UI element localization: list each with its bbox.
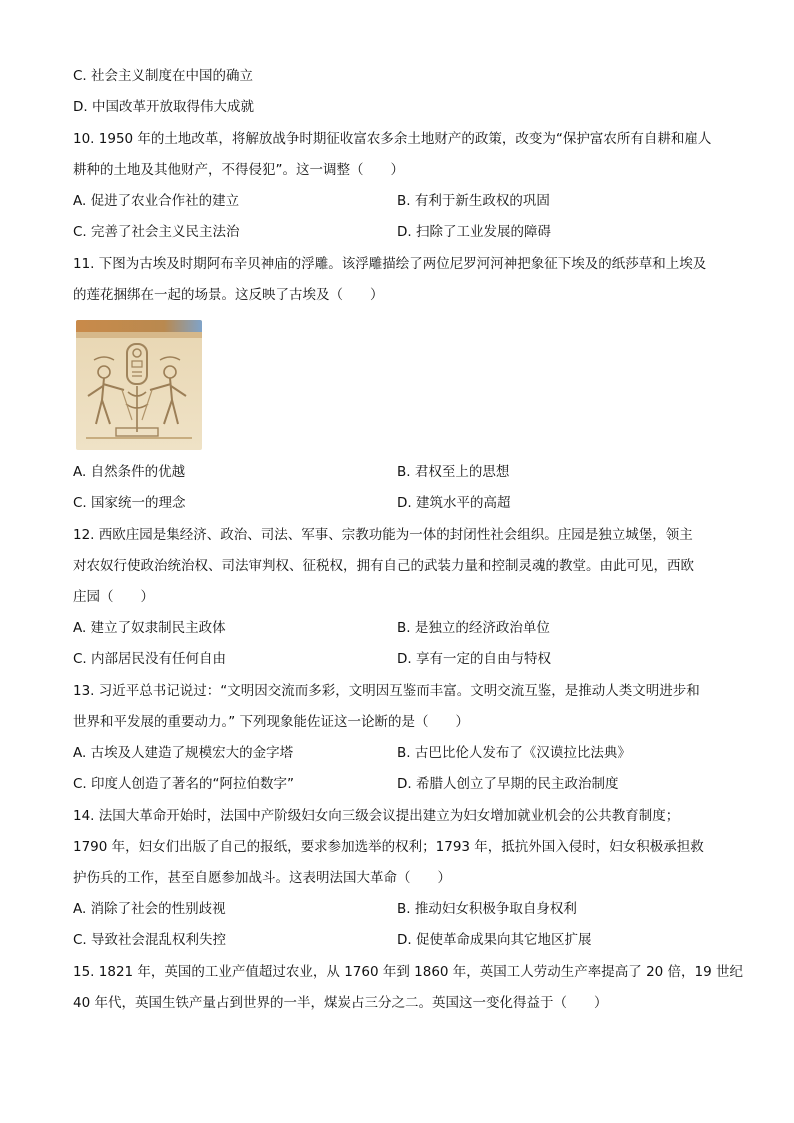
q14-option-c: C. 导致社会混乱权利失控 <box>73 932 227 948</box>
q14-option-b: B. 推动妇女积极争取自身权利 <box>397 901 577 917</box>
q14-stem-line2: 1790 年，妇女们出版了自己的报纸，要求参加选举的权利；1793 年，抵抗外国入侵时，妇女积极承担救 <box>73 839 704 855</box>
q11-option-a: A. 自然条件的优越 <box>73 464 186 480</box>
q13-option-c: C. 印度人创造了著名的“阿拉伯数字” <box>73 776 294 792</box>
relief-drawing <box>76 320 202 450</box>
q12-option-d: D. 享有一定的自由与特权 <box>397 651 551 667</box>
q13-option-d: D. 希腊人创立了早期的民主政治制度 <box>397 776 619 792</box>
q12-option-a: A. 建立了奴隶制民主政体 <box>73 620 226 636</box>
q9-option-c: C. 社会主义制度在中国的确立 <box>73 68 254 84</box>
q11-option-b: B. 君权至上的思想 <box>397 464 510 480</box>
abu-simbel-relief-image <box>76 320 202 450</box>
q10-option-c: C. 完善了社会主义民主法治 <box>73 224 240 240</box>
q13-option-a: A. 古埃及人建造了规模宏大的金字塔 <box>73 745 294 761</box>
q11-stem-line1: 11. 下图为古埃及时期阿布辛贝神庙的浮雕。该浮雕描绘了两位尼罗河河神把象征下埃及的纸莎草和上埃及 <box>73 256 707 272</box>
q14-stem-line3: 护伤兵的工作，甚至自愿参加战斗。这表明法国大革命（ ） <box>73 870 451 886</box>
q11-option-d: D. 建筑水平的高超 <box>397 495 511 511</box>
q12-option-c: C. 内部居民没有任何自由 <box>73 651 227 667</box>
q13-stem-line1: 13. 习近平总书记说过：“文明因交流而多彩，文明因互鉴而丰富。文明交流互鉴，是推动人类文明进步和 <box>73 683 700 699</box>
q12-stem-line2: 对农奴行使政治统治权、司法审判权、征税权，拥有自己的武装力量和控制灵魂的教堂。由此可见，西欧 <box>73 558 694 574</box>
q12-option-b: B. 是独立的经济政治单位 <box>397 620 550 636</box>
q12-stem-line3: 庄园（ ） <box>73 589 154 605</box>
q10-stem-line1: 10. 1950 年的土地改革，将解放战争时期征收富农多余土地财产的政策，改变为“保护富农所有自耕和雇人 <box>73 131 712 147</box>
q14-stem-line1: 14. 法国大革命开始时，法国中产阶级妇女向三级会议提出建立为妇女增加就业机会的公共教育制度； <box>73 808 680 824</box>
q14-option-a: A. 消除了社会的性别歧视 <box>73 901 226 917</box>
q11-stem-line2: 的莲花捆绑在一起的场景。这反映了古埃及（ ） <box>73 287 384 303</box>
q13-stem-line2: 世界和平发展的重要动力。” 下列现象能佐证这一论断的是（ ） <box>73 714 470 730</box>
q10-option-d: D. 扫除了工业发展的障碍 <box>397 224 551 240</box>
q11-option-c: C. 国家统一的理念 <box>73 495 186 511</box>
q10-option-b: B. 有利于新生政权的巩固 <box>397 193 550 209</box>
q14-option-d: D. 促使革命成果向其它地区扩展 <box>397 932 592 948</box>
q10-option-a: A. 促进了农业合作社的建立 <box>73 193 240 209</box>
q15-stem-line2: 40 年代，英国生铁产量占到世界的一半，煤炭占三分之二。英国这一变化得益于（ ） <box>73 995 608 1011</box>
q9-option-d: D. 中国改革开放取得伟大成就 <box>73 99 254 115</box>
q13-option-b: B. 古巴比伦人发布了《汉谟拉比法典》 <box>397 745 631 761</box>
q15-stem-line1: 15. 1821 年，英国的工业产值超过农业，从 1760 年到 1860 年，英国工人劳动生产率提高了 20 倍，19 世纪 <box>73 964 744 980</box>
q10-stem-line2: 耕种的土地及其他财产，不得侵犯”。这一调整（ ） <box>73 162 404 178</box>
q12-stem-line1: 12. 西欧庄园是集经济、政治、司法、军事、宗教功能为一体的封闭性社会组织。庄园是独立城堡，领主 <box>73 527 693 543</box>
